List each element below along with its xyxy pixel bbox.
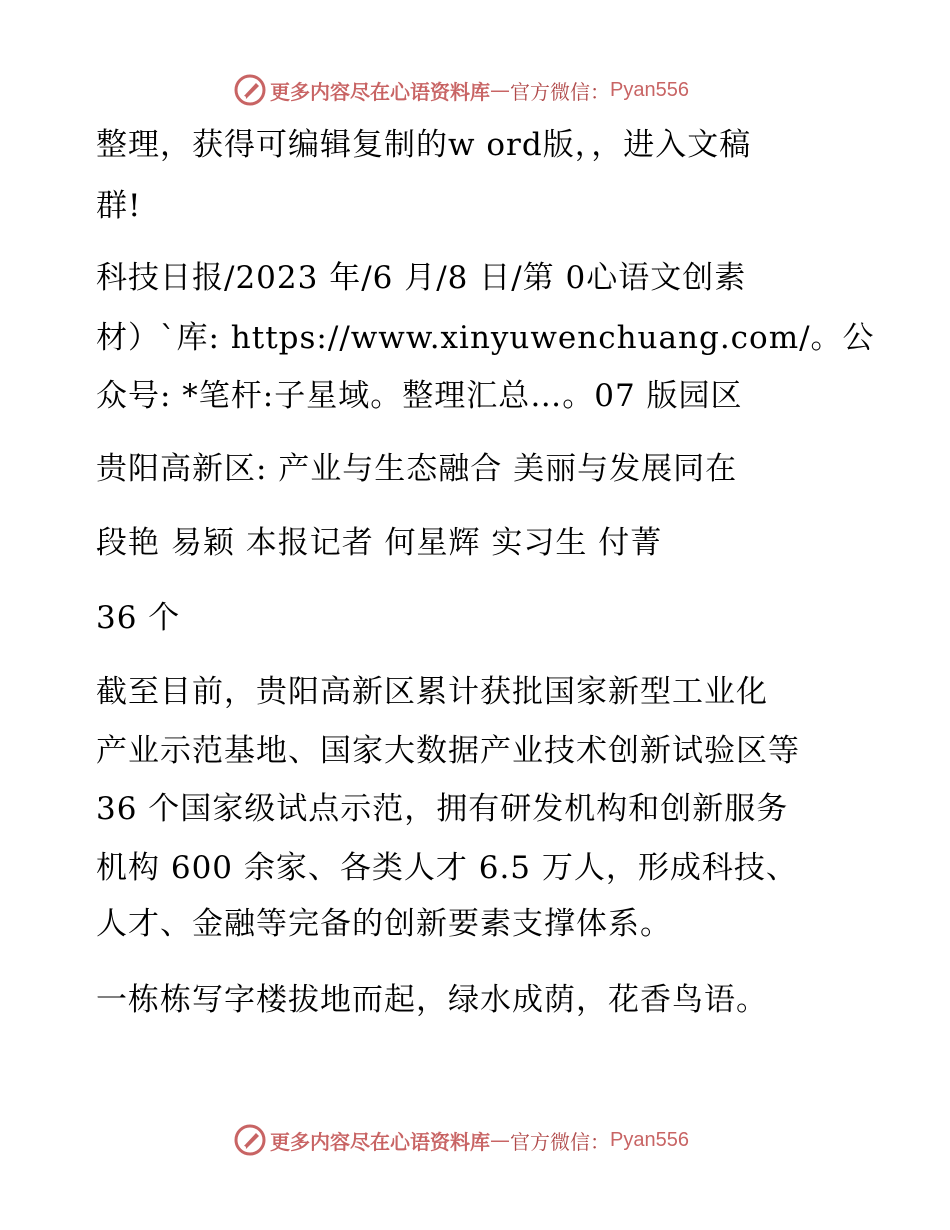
text-line: 众号: *笔杆:子星域。整理汇总…。07 版园区 (96, 378, 743, 414)
subheading: 36 个 (96, 600, 181, 636)
watermark-id: Pyan556 (610, 1128, 689, 1151)
text-line: 36 个国家级试点示范，拥有研发机构和创新服务 (96, 791, 789, 827)
text-line: 一栋栋写字楼拔地而起，绿水成荫，花香鸟语。 (96, 982, 768, 1018)
text-line: 产业示范基地、国家大数据产业技术创新试验区等 (96, 733, 800, 769)
text-line: 机构 600 余家、各类人才 6.5 万人，形成科技、 (96, 850, 798, 886)
watermark-main-text: 更多内容尽在心语资料库 (270, 79, 490, 104)
article-bylines: 段艳 易颖 本报记者 何星辉 实习生 付菁 (96, 525, 663, 561)
header-watermark (234, 72, 714, 108)
text-line: 材）`库: https://www.xinyuwenchuang.com/。公 (96, 320, 875, 356)
watermark-dash: — (490, 78, 510, 102)
pen-logo-icon (234, 74, 266, 106)
pen-logo-icon (234, 1124, 266, 1156)
text-line: 整理，获得可编辑复制的w ord版，，进入文稿 (96, 127, 752, 163)
watermark-id: Pyan556 (610, 78, 689, 101)
text-line: 科技日报/2023 年/6 月/8 日/第 0心语文创素 (96, 260, 747, 296)
watermark-account-label: 官方微信： (510, 79, 610, 104)
text-line: 群! (96, 188, 142, 224)
article-title: 贵阳高新区: 产业与生态融合 美丽与发展同在 (96, 451, 738, 487)
text-line: 人才、金融等完备的创新要素支撑体系。 (96, 906, 672, 942)
footer-watermark (234, 1122, 714, 1158)
watermark-account-label: 官方微信： (510, 1129, 610, 1154)
watermark-main-text: 更多内容尽在心语资料库 (270, 1129, 490, 1154)
watermark-dash: — (490, 1128, 510, 1152)
text-line: 截至目前，贵阳高新区累计获批国家新型工业化 (96, 674, 768, 710)
